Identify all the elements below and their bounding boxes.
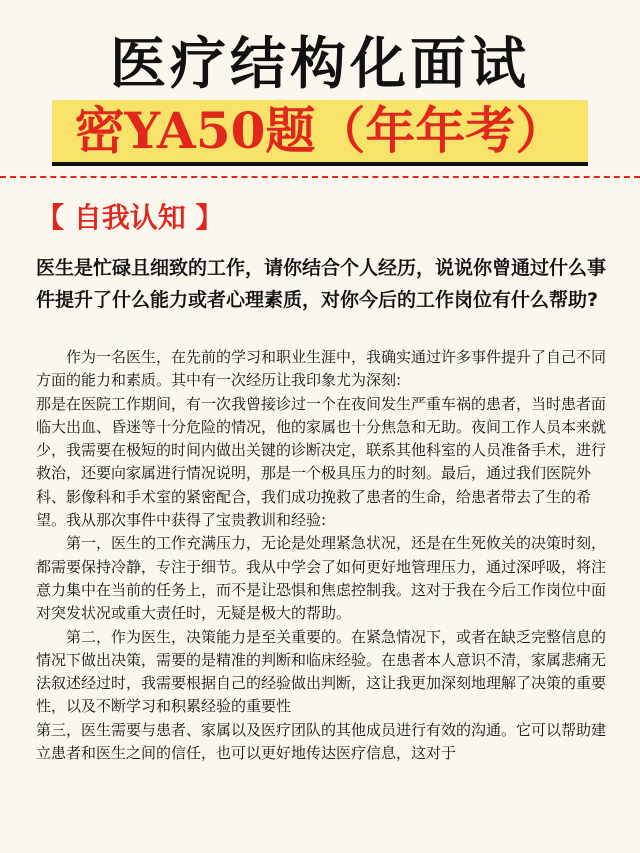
answer-point-3: 第三，医生需要与患者、家属以及医疗团队的其他成员进行有效的沟通。它可以帮助建立患者和医生之间的信任，也可以更好地传达医疗信息，这对于 <box>36 720 607 763</box>
subtitle-banner <box>52 100 588 162</box>
answer-point-1: 第一，医生的工作充满压力，无论是处理紧急状况，还是在生死攸关的决策时刻，都需要保持冷静，专注于细节。我从中学会了如何更好地管理压力，通过深呼吸，将注意力集中在当前的任务上，而不是让恐惧和焦虑控制我。这对于我在今后工作岗位中面对突发状况或重大责任时，无疑是极大的帮助。 <box>36 534 607 623</box>
answer-body <box>36 346 606 765</box>
question-text: 医生是忙碌且细致的工作，请你结合个人经历，说说你曾通过什么事件提升了什么能力或者心理素质，对你今后的工作岗位有什么帮助? <box>36 257 607 311</box>
dashed-divider <box>0 176 640 178</box>
answer-point-2: 第二，作为医生，决策能力是至关重要的。在紧急情况下，或者在缺乏完整信息的情况下做出决策，需要的是精准的判断和临床经验。在患者本人意识不清，家属悲痛无法叙述经过时，我需要根据自己的经验做出判断，这让我更加深刻地理解了决策的重要性，以及不断学习和积累经验的重要性 <box>36 627 607 716</box>
page-title: 医疗结构化面试 <box>110 32 530 97</box>
answer-story: 那是在医院工作期间，有一次我曾接诊过一个在夜间发生严重车祸的患者，当时患者面临大出血、昏迷等十分危险的情况，他的家属也十分焦急和无助。夜间工作人员本来就少，我需要在极短的时间内做出关键的诊断决定，联系其他科室的人员准备手术，进行救治，还要向家属进行情况说明，那是一个极具压力的时刻。最后，通过我们医院外科、影像科和手术室的紧密配合，我们成功挽救了患者的生命，给患者带去了生的希望。我从那次事件中获得了宝贵教训和经验: <box>36 394 607 530</box>
subtitle: 密YA50题（年年考） <box>74 101 566 160</box>
subtitle-underline <box>52 162 588 166</box>
section-label: 【 自我认知 】 <box>36 201 224 234</box>
answer-intro: 作为一名医生，在先前的学习和职业生涯中，我确实通过许多事件提升了自己不同方面的能力和素质。其中有一次经历让我印象尤为深刻: <box>36 348 607 390</box>
